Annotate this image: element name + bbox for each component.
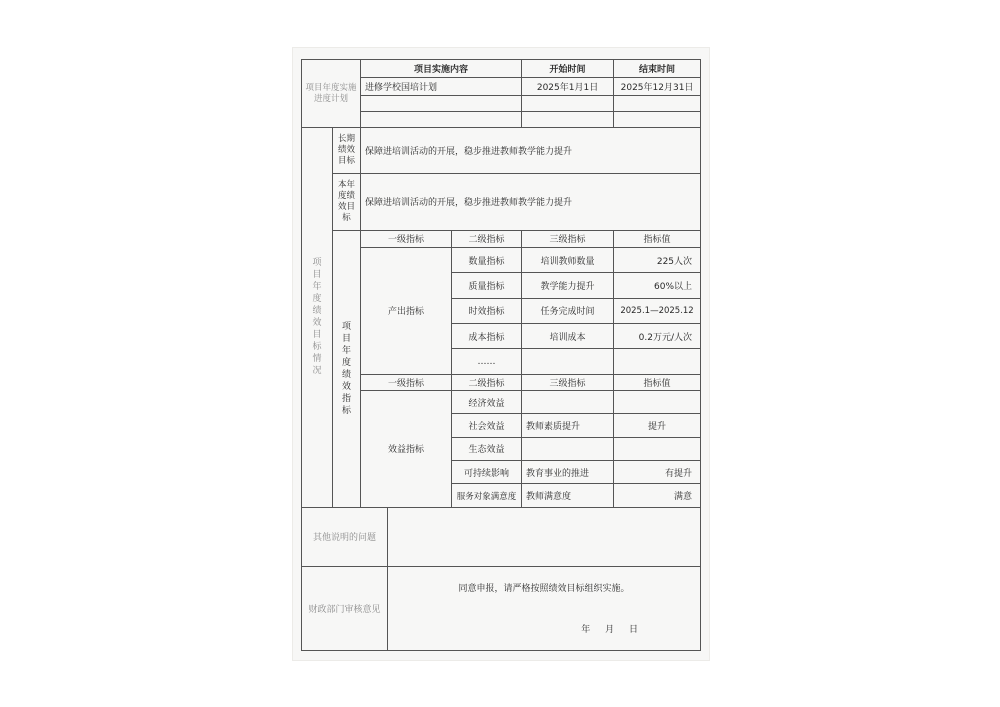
finance-opinion-section [302,566,701,650]
output-level3: 任务完成时间 [522,298,614,323]
plan-empty-row [302,95,701,111]
benefit-label: 效益指标 [361,390,452,507]
output-level3: 培训教师数量 [522,247,614,272]
output-level2: 数量指标 [452,247,522,272]
other-issues-text [388,507,701,566]
output-value: 60%以上 [614,273,701,298]
output-value: 0.2万元/人次 [614,323,701,348]
header-value: 指标值 [614,374,701,390]
finance-opinion-label: 财政部门审核意见 [302,566,388,650]
indicator-label: 项目年度绩效指标 [333,230,361,507]
plan-row [302,78,701,95]
other-issues-label: 其他说明的问题 [302,507,388,566]
benefit-level2: 服务对象满意度 [452,484,522,508]
output-value: 225人次 [614,247,701,272]
benefit-level3: 教育事业的推进 [522,460,614,483]
plan-header-row [302,60,701,78]
performance-form-table [301,59,701,651]
annual-goal-row [302,173,701,230]
finance-opinion-text: 同意申报，请严格按照绩效目标组织实施。 [458,584,630,595]
plan-header-content: 项目实施内容 [361,60,522,78]
plan-row-end: 2025年12月31日 [614,78,701,95]
benefit-level3 [522,390,614,413]
finance-opinion-date: 年 月 日 [581,625,645,636]
header-level1: 一级指标 [361,374,452,390]
annual-goal-text: 保障进培训活动的开展，稳步推进教师教学能力提升 [361,173,701,230]
output-level3: 教学能力提升 [522,273,614,298]
header-level3: 三级指标 [522,230,614,247]
long-term-goal-row [302,128,701,174]
finance-opinion-row [302,566,701,650]
output-label: 产出指标 [361,247,452,374]
benefit-value [614,437,701,460]
other-issues-section [302,507,701,566]
benefit-level2: 经济效益 [452,390,522,413]
benefit-level3: 教师素质提升 [522,414,614,437]
goals-section-label: 项目年度绩效目标情况 [302,128,333,508]
output-level3 [522,349,614,374]
output-row [302,247,701,272]
output-value [614,349,701,374]
benefit-row [302,390,701,413]
benefit-value: 有提升 [614,460,701,483]
benefit-value [614,390,701,413]
output-value: 2025.1—2025.12 [614,298,701,323]
benefit-value: 提升 [614,414,701,437]
finance-opinion-cell [388,566,701,650]
output-level3: 培训成本 [522,323,614,348]
header-level3: 三级指标 [522,374,614,390]
output-header-row [302,230,701,247]
benefit-level2: 社会效益 [452,414,522,437]
header-level2: 二级指标 [452,230,522,247]
annual-goal-label: 本年度绩效目标 [333,173,361,230]
benefit-level2: 生态效益 [452,437,522,460]
output-level2: 质量指标 [452,273,522,298]
long-term-goal-label: 长期绩效目标 [333,128,361,174]
performance-goals-section [302,128,701,508]
output-level2: 成本指标 [452,323,522,348]
header-value: 指标值 [614,230,701,247]
implementation-plan-section [302,60,701,128]
header-level1: 一级指标 [361,230,452,247]
other-issues-row [302,507,701,566]
long-term-goal-text: 保障进培训活动的开展，稳步推进教师教学能力提升 [361,128,701,174]
plan-row-content: 进修学校国培计划 [361,78,522,95]
plan-header-start: 开始时间 [522,60,614,78]
benefit-level2: 可持续影响 [452,460,522,483]
benefit-header-row [302,374,701,390]
output-level2: 时效指标 [452,298,522,323]
plan-empty-row [302,111,701,127]
plan-row-start: 2025年1月1日 [522,78,614,95]
benefit-level3: 教师满意度 [522,484,614,508]
plan-section-label: 项目年度实施进度计划 [302,60,361,128]
header-level2: 二级指标 [452,374,522,390]
benefit-level3 [522,437,614,460]
plan-header-end: 结束时间 [614,60,701,78]
benefit-value: 满意 [614,484,701,508]
output-level2: …… [452,349,522,374]
